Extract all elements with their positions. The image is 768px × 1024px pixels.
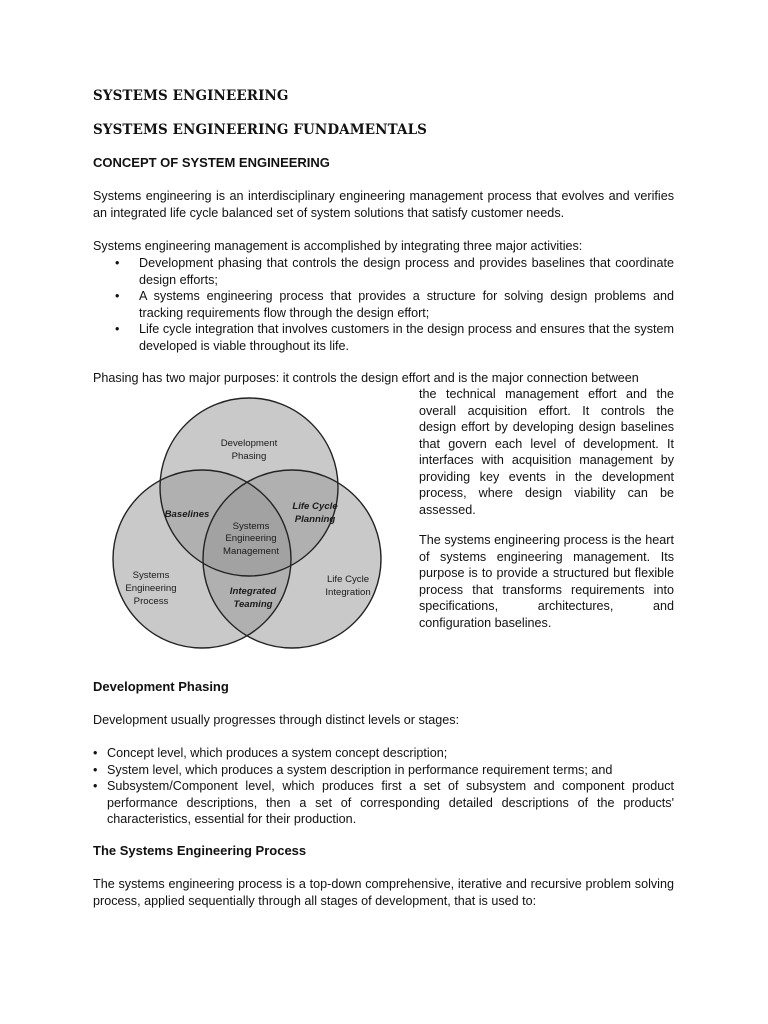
venn-diagram bbox=[95, 395, 415, 655]
label-baselines: Baselines bbox=[164, 509, 210, 520]
label-se-management-3: Management bbox=[223, 546, 279, 557]
list-item: • Development phasing that controls the design process and provides baselines that coordinate design efforts; bbox=[115, 256, 674, 287]
label-se-process-3: Process bbox=[133, 596, 169, 607]
se-process-heading: The Systems Engineering Process bbox=[93, 843, 307, 858]
list-item: • System level, which produces a system description in performance requirement terms; and bbox=[93, 762, 613, 777]
fundamentals-title: SYSTEMS ENGINEERING FUNDAMENTALS bbox=[93, 122, 428, 138]
development-phasing-heading: Development Phasing bbox=[93, 679, 229, 694]
levels-list bbox=[93, 745, 674, 828]
label-se-management-1: Systems bbox=[232, 521, 270, 532]
bullet-icon: • bbox=[93, 746, 98, 760]
process-paragraph: The systems engineering process is the heart of systems engineering management. Its purpose is to provide a structured but flexible process that transforms requirements into specifications, architectures, and configuration baselines. bbox=[419, 533, 674, 630]
concept-heading: CONCEPT OF SYSTEM ENGINEERING bbox=[93, 155, 330, 170]
phasing-lead: Phasing has two major purposes: it controls the design effort and is the major connection between bbox=[93, 371, 639, 385]
se-process-paragraph: The systems engineering process is a top-down comprehensive, iterative and recursive problem solving process, applied sequentially through all stages of development, that is used to: bbox=[93, 877, 674, 908]
label-life-cycle-planning-1: Life Cycle bbox=[292, 501, 338, 512]
label-life-cycle-planning-2: Planning bbox=[294, 514, 336, 525]
label-se-process-2: Engineering bbox=[125, 583, 177, 594]
label-development-phasing-2: Phasing bbox=[231, 451, 267, 462]
bullet-icon: • bbox=[93, 762, 98, 777]
list-item: • Subsystem/Component level, which produces first a set of subsystem and component product performance descriptions, then a set of corresponding detailed descriptions of the products' characteristics, essential for their production. bbox=[93, 779, 674, 826]
bullet-icon: • bbox=[115, 322, 120, 336]
activities-list bbox=[115, 255, 674, 354]
activities-lead: Systems engineering management is accomplished by integrating three major activities: bbox=[93, 239, 583, 253]
list-item: • Concept level, which produces a system concept description; bbox=[93, 746, 448, 760]
bullet-icon: • bbox=[93, 779, 98, 793]
label-integrated-teaming-2: Teaming bbox=[233, 599, 273, 610]
bullet-icon: • bbox=[115, 256, 120, 270]
label-life-cycle-integration-1: Life Cycle bbox=[326, 574, 370, 585]
label-se-process-1: Systems bbox=[132, 570, 170, 581]
label-se-management-2: Engineering bbox=[225, 533, 277, 544]
list-item: • Life cycle integration that involves customers in the design process and ensures that the system developed is viable throughout its life. bbox=[115, 322, 674, 353]
phasing-paragraph: the technical management effort and the overall acquisition effort. It controls the design effort by developing design baselines that govern each level of development. It interfaces with acquisition management by providing key events in the development process, where design viability can be assessed. bbox=[419, 387, 674, 517]
bullet-icon: • bbox=[115, 289, 120, 303]
label-life-cycle-integration-2: Integration bbox=[325, 587, 371, 598]
label-integrated-teaming-1: Integrated bbox=[229, 586, 277, 597]
intro-paragraph: Systems engineering is an interdisciplinary engineering management process that evolves and verifies an integrated life cycle balanced set of system solutions that satisfy customer needs. bbox=[93, 189, 674, 220]
list-item: • A systems engineering process that provides a structure for solving design problems and tracking requirements flow through the design effort; bbox=[115, 289, 674, 320]
development-intro: Development usually progresses through distinct levels or stages: bbox=[93, 713, 460, 727]
label-development-phasing-1: Development bbox=[220, 438, 278, 449]
document-title: SYSTEMS ENGINEERING bbox=[93, 88, 289, 104]
